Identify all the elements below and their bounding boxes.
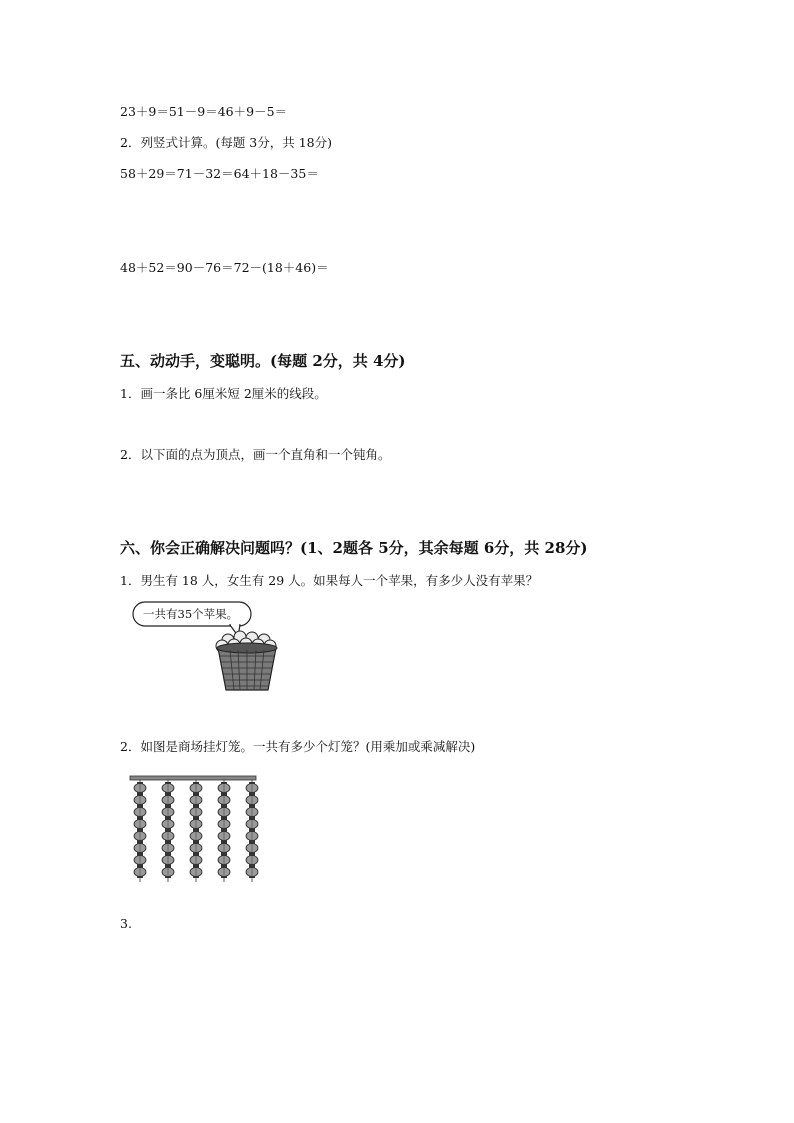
lantern-icon [218,854,230,866]
vertical-calc-instruction: 2．列竖式计算。(每题 3分，共 18分) [120,135,333,150]
lantern-icon [190,866,202,878]
lantern-icon [162,866,174,878]
hanging-pole [130,776,256,780]
lantern-icon [162,806,174,818]
lantern-icon [218,806,230,818]
lantern-icon [218,818,230,830]
section-5-question-1: 1．画一条比 6厘米短 2厘米的线段。 [120,386,327,401]
speech-bubble-text: 一共有35个苹果。 [143,607,239,621]
lantern-icon [246,782,258,794]
oral-calc-line: 23＋9＝51－9＝46＋9－5＝ [120,104,288,119]
lantern-icon [218,866,230,878]
lantern-icon [134,782,146,794]
lantern-icon [134,830,146,842]
lantern-icon [134,818,146,830]
lantern-icon [162,830,174,842]
lantern-icon [162,794,174,806]
lantern-icon [218,842,230,854]
lantern-icon [134,806,146,818]
section-6-question-2: 2．如图是商场挂灯笼。一共有多少个灯笼？(用乘加或乘减解决) [120,739,476,754]
lantern-icon [246,806,258,818]
lantern-icon [162,782,174,794]
lantern-icon [246,830,258,842]
lantern-icon [162,854,174,866]
lantern-icon [190,782,202,794]
lantern-icon [246,794,258,806]
lantern-icon [218,830,230,842]
lantern-icon [134,866,146,878]
lantern-icon [190,842,202,854]
lantern-icon [134,842,146,854]
lantern-icon [162,842,174,854]
section-5-heading: 五、动动手，变聪明。(每题 2分，共 4分) [120,352,406,370]
lantern-icon [218,794,230,806]
lantern-icon [162,818,174,830]
lantern-icon [246,866,258,878]
lantern-icon [246,842,258,854]
section-5-question-2: 2．以下面的点为顶点，画一个直角和一个钝角。 [120,447,391,462]
lantern-icon [190,794,202,806]
lantern-icon [190,806,202,818]
lantern-illustration [126,772,260,890]
lantern-icon [246,818,258,830]
lantern-icon [190,818,202,830]
lantern-icon [218,782,230,794]
section-6-question-3: 3. [120,916,132,931]
lantern-icon [190,854,202,866]
vertical-calc-line-2: 48＋52＝90－76＝72－(18＋46)＝ [120,260,329,275]
section-6-question-1: 1．男生有 18 人，女生有 29 人。如果每人一个苹果，有多少人没有苹果？ [120,573,539,588]
vertical-calc-line-1: 58＋29＝71－32＝64＋18－35＝ [120,166,319,181]
lantern-icon [134,854,146,866]
lantern-icon [190,830,202,842]
section-6-heading: 六、你会正确解决问题吗？(1、2题各 5分，其余每题 6分，共 28分) [120,539,588,557]
lantern-icon [246,854,258,866]
lantern-icon [134,794,146,806]
